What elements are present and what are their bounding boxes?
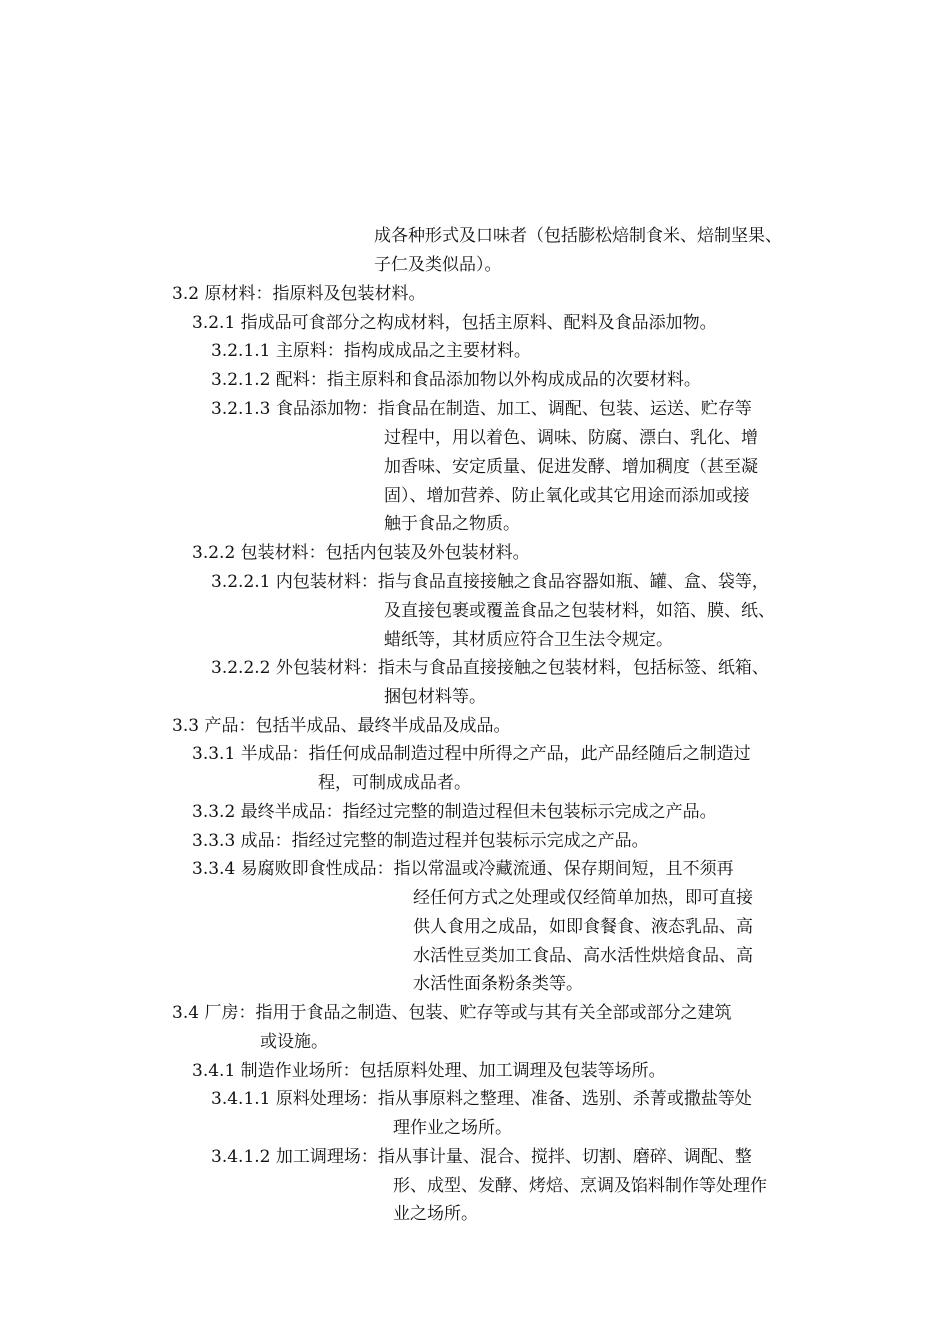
subsection-line: 3.4.1 制造作业场所：包括原料处理、加工调理及包装等场所。 [192,1061,666,1081]
text-line: 触于食品之物质。 [384,514,520,534]
clause-line: 3.2.1.3 食品添加物：指食品在制造、加工、调配、包装、运送、贮存等 [211,399,752,419]
subsection-line: 3.3.2 最终半成品：指经过完整的制造过程但未包装标示完成之产品。 [192,802,717,822]
text-line: 捆包材料等。 [384,687,486,707]
text-line: 加香味、安定质量、促进发酵、增加稠度（甚至凝 [384,457,758,477]
subsection-line: 3.3.4 易腐败即食性成品：指以常温或冷藏流通、保存期间短，且不须再 [192,859,734,879]
clause-line: 3.2.2.1 内包装材料：指与食品直接接触之食品容器如瓶、罐、盒、袋等， [211,572,769,592]
text-line: 子仁及类似品）。 [374,255,502,275]
text-line: 固）、增加营养、防止氧化或其它用途而添加或接 [384,486,750,506]
subsection-line: 3.3.3 成品：指经过完整的制造过程并包装标示完成之产品。 [192,831,649,851]
subsection-line: 3.2.1 指成品可食部分之构成材料，包括主原料、配料及食品添加物。 [192,313,717,333]
clause-line: 3.4.1.2 加工调理场：指从事计量、混合、搅拌、切割、磨碎、调配、整 [211,1147,752,1167]
text-line: 蜡纸等，其材质应符合卫生法令规定。 [384,630,673,650]
section-heading: 3.4 厂房：指用于食品之制造、包装、贮存等或与其有关全部或部分之建筑 [172,1003,732,1023]
clause-line: 3.4.1.1 原料处理场：指从事原料之整理、准备、选别、杀菁或撒盐等处 [211,1089,752,1109]
text-line: 水活性豆类加工食品、高水活性烘焙食品、高 [413,946,753,966]
subsection-line: 3.3.1 半成品：指任何成品制造过程中所得之产品，此产品经随后之制造过 [192,744,751,764]
text-line: 程，可制成成品者。 [318,773,471,793]
section-heading: 3.2 原材料：指原料及包装材料。 [172,284,426,304]
text-line: 过程中，用以着色、调味、防腐、漂白、乳化、增 [384,428,758,448]
clause-line: 3.2.1.1 主原料：指构成成品之主要材料。 [211,341,531,361]
text-line: 业之场所。 [393,1204,478,1224]
text-line: 经任何方式之处理或仅经简单加热，即可直接 [413,888,753,908]
text-line: 成各种形式及口味者（包括膨松焙制食米、焙制坚果、 [374,226,782,246]
section-heading: 3.3 产品：包括半成品、最终半成品及成品。 [172,716,511,736]
text-line: 及直接包裹或覆盖食品之包装材料，如箔、膜、纸、 [384,601,775,621]
text-line: 理作业之场所。 [393,1118,512,1138]
clause-line: 3.2.2.2 外包装材料：指未与食品直接接触之包装材料，包括标签、纸箱、 [211,658,769,678]
clause-line: 3.2.1.2 配料：指主原料和食品添加物以外构成成品的次要材料。 [211,370,701,390]
text-line: 形、成型、发酵、烤焙、烹调及馅料制作等处理作 [393,1176,767,1196]
text-line: 水活性面条粉条类等。 [413,974,583,994]
text-line: 供人食用之成品，如即食餐食、液态乳品、高 [413,917,753,937]
text-line: 或设施。 [260,1032,328,1052]
subsection-line: 3.2.2 包装材料：包括内包装及外包装材料。 [192,543,530,563]
